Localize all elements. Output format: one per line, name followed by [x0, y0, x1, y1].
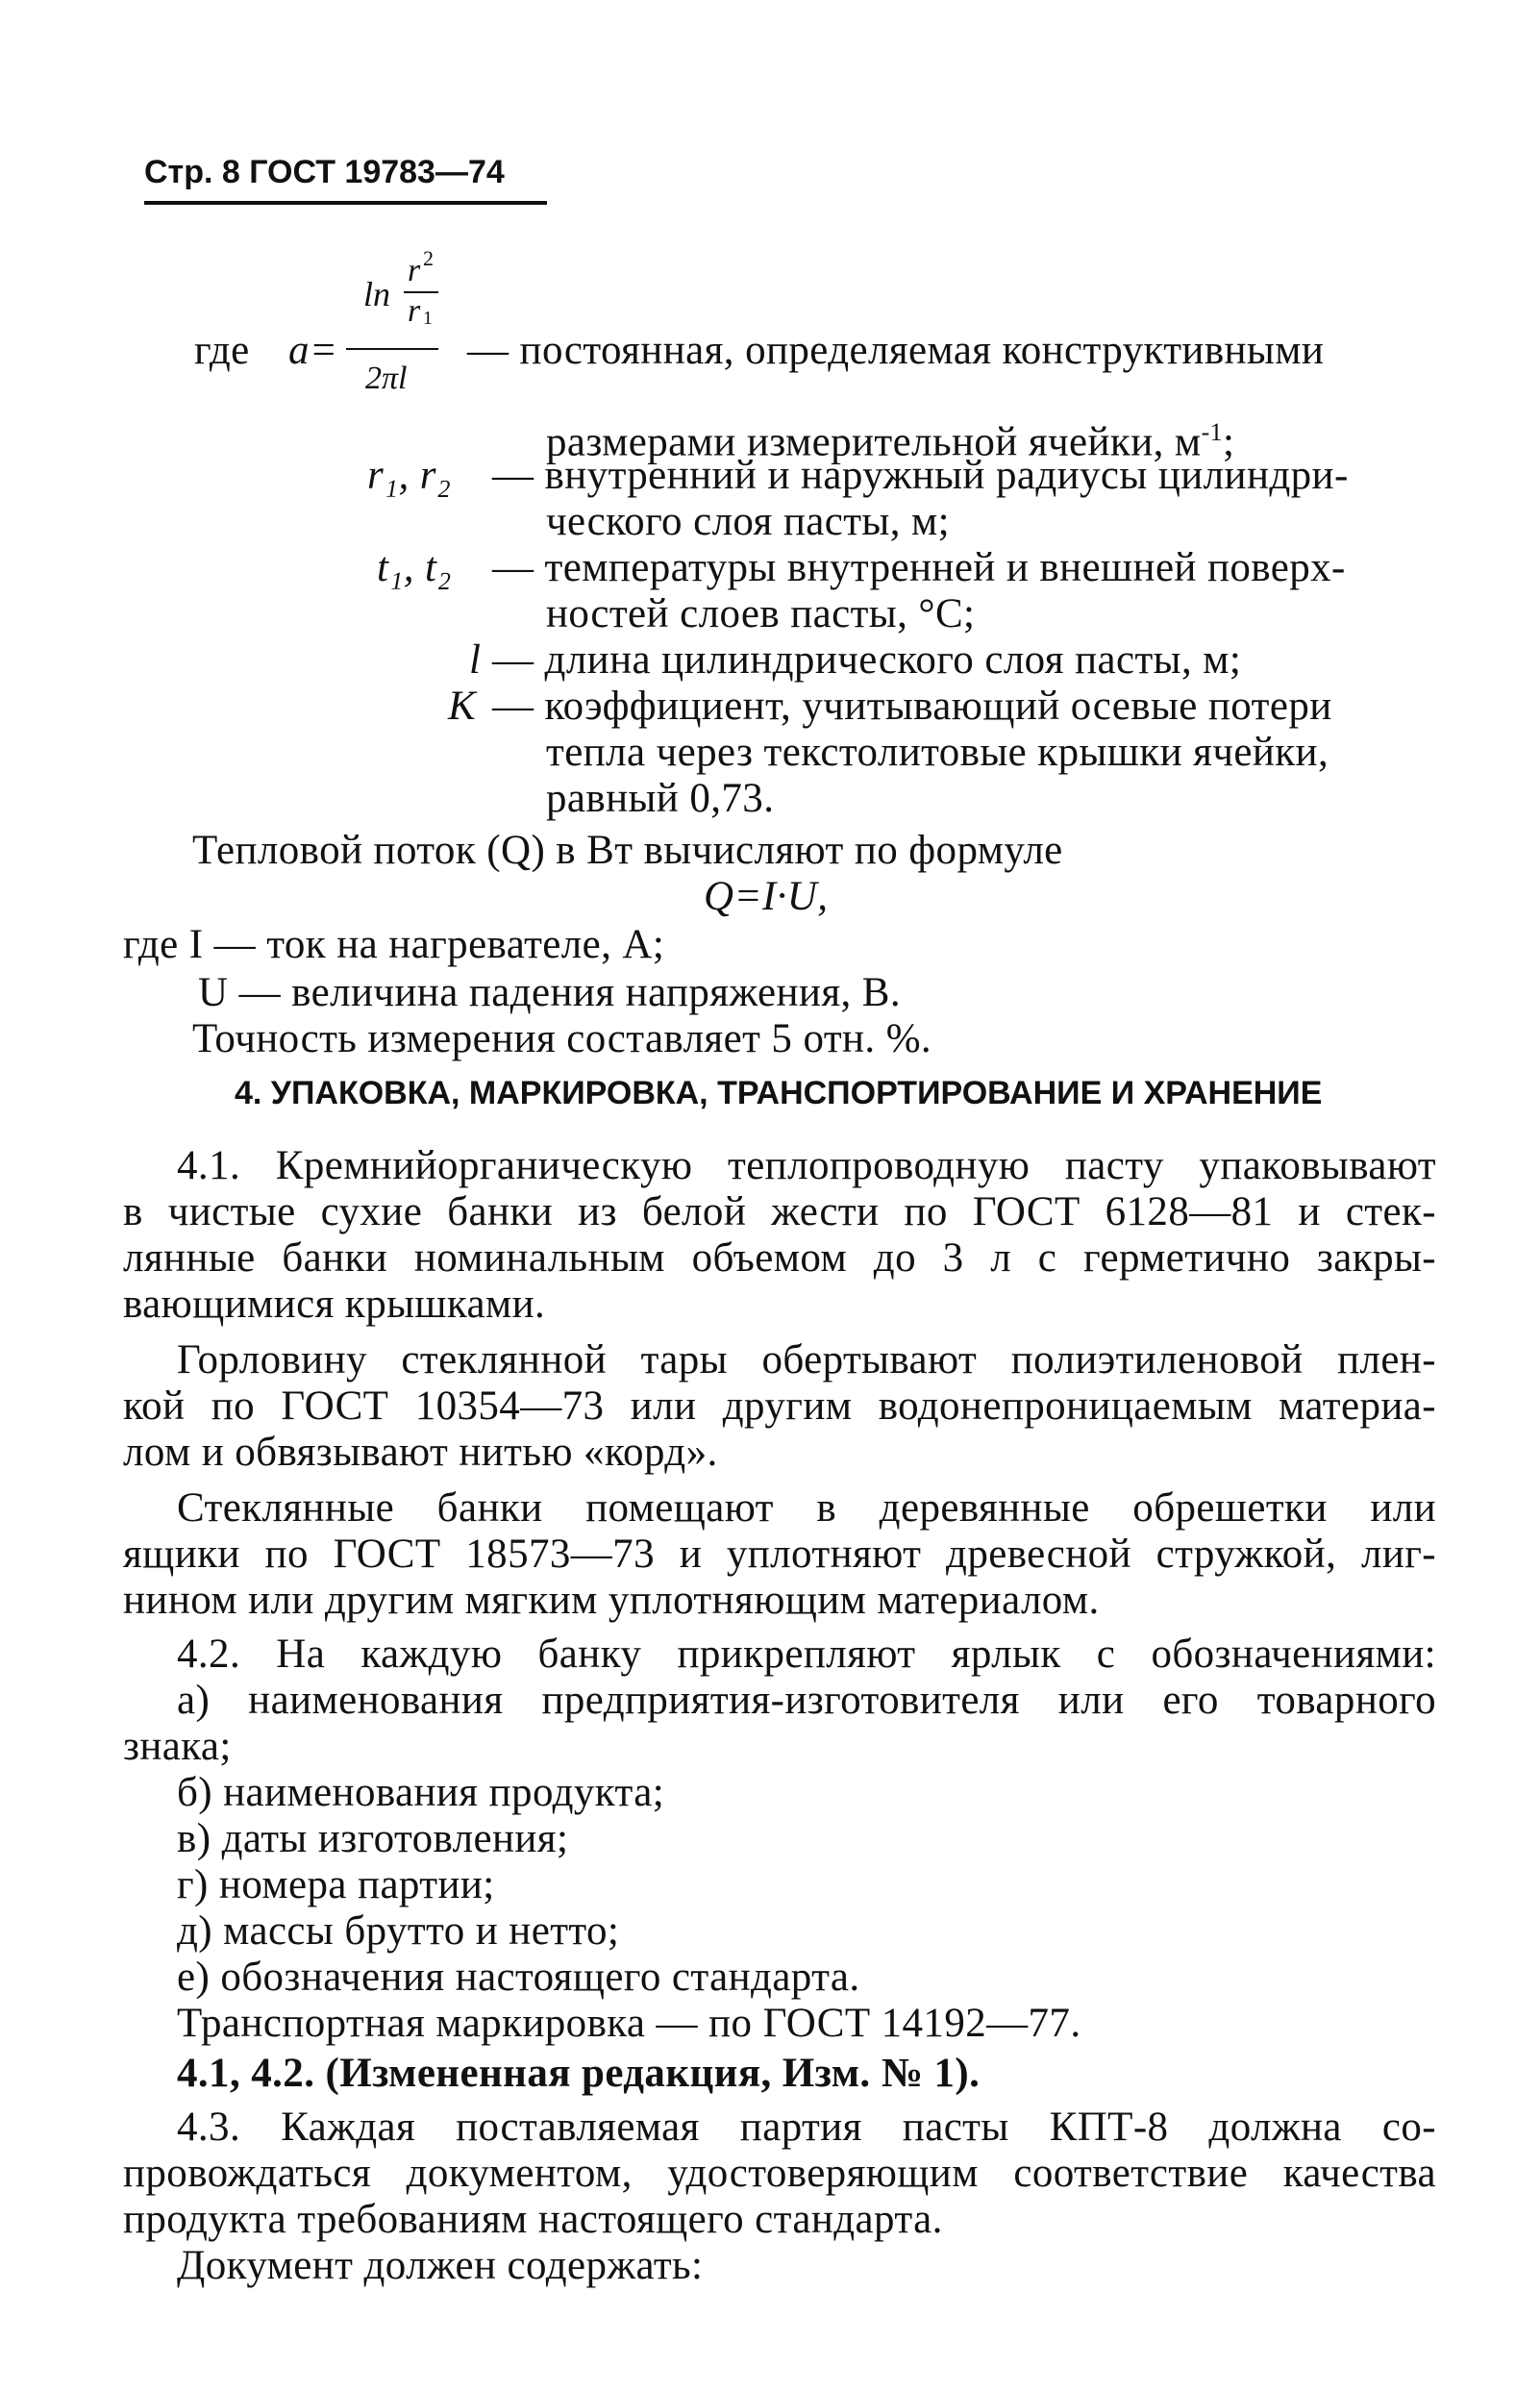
p-jars-line2: ящики по ГОСТ 18573—73 и уплотняют древесной стружкой, лиг- [123, 1532, 1436, 1577]
accuracy-note: Точность измерения составляет 5 отн. %. [192, 1016, 932, 1061]
header-rule [144, 201, 547, 205]
heat-flow-intro: Тепловой поток (Q) в Вт вычисляют по формуле [192, 828, 1063, 873]
a-description-line2: размерами измерительной ячейки, $м^{-1}$; [546, 418, 1235, 465]
where-I: где I — ток на нагревателе, А; [123, 922, 665, 967]
p42-intro: 4.2. На каждую банку прикрепляют ярлык с обозначениями: [177, 1632, 1436, 1677]
p42-item-v: в) даты изготовления; [177, 1816, 569, 1861]
ln-label: ln [363, 275, 391, 313]
p41-line3: лянные банки номинальным объемом до 3 л с герметично закры- [123, 1235, 1436, 1281]
p41-line4: вающимися крышками. [123, 1282, 546, 1327]
p42-item-a-line2: знака; [123, 1724, 232, 1769]
p42-item-a-line1: а) наименования предприятия-изготовителя или его товарного [177, 1678, 1436, 1723]
def-symbol-k: K [448, 684, 477, 729]
r1-sub: 1 [423, 308, 433, 329]
p-neck-line3: лом и обвязывают нитью «корд». [123, 1430, 718, 1475]
p-neck-line2: кой по ГОСТ 10354—73 или другим водонепроницаемым материа- [123, 1383, 1436, 1429]
def-l-line1: — длина цилиндрического слоя пасты, м; [492, 637, 1242, 683]
where-label: где [194, 328, 250, 373]
def-t-line2: ностей слоев пасты, °С; [546, 591, 976, 636]
denominator: 2πl [365, 361, 408, 396]
page-header: Стр. 8 ГОСТ 19783—74 [144, 154, 505, 190]
r2-sup: 2 [423, 246, 434, 270]
amendment-note: 4.1, 4.2. (Измененная редакция, Изм. № 1). [177, 2051, 981, 2096]
p42-item-e: е) обозначения настоящего стандарта. [177, 1955, 860, 2000]
a-description-line1: — постоянная, определяемая конструктивными [467, 328, 1325, 373]
p43-line2: провождаться документом, удостоверяющим соответствие качества [123, 2151, 1436, 2196]
def-symbol-t: t₁, t₂ [377, 545, 452, 590]
def-k-line2: тепла через текстолитовые крышки ячейки, [546, 730, 1329, 775]
def-r-line2: ческого слоя пасты, м; [546, 499, 950, 544]
transport-marking: Транспортная маркировка — по ГОСТ 14192—77. [177, 2001, 1081, 2046]
p41-line1: 4.1. Кремнийорганическую теплопроводную пасту упаковывают [177, 1143, 1436, 1188]
p43-line1: 4.3. Каждая поставляемая партия пасты КПТ-8 должна со- [177, 2105, 1436, 2150]
def-k-line3: равный 0,73. [546, 776, 775, 821]
def-t-line1: — температуры внутренней и внешней поверх- [492, 545, 1346, 590]
def-k-line1: — коэффициент, учитывающий осевые потери [492, 684, 1332, 729]
def-r-line1: — внутренний и наружный радиусы цилиндри- [492, 453, 1349, 498]
a-lhs: a= [288, 328, 338, 373]
p42-item-d: д) массы брутто и нетто; [177, 1908, 620, 1954]
heat-flow-formula: Q=I·U, [704, 874, 829, 919]
p-jars-line3: нином или другим мягким уплотняющим материалом. [123, 1578, 1100, 1623]
def-symbol-l: l [469, 637, 482, 683]
p43-line3: продукта требованиям настоящего стандарта. [123, 2197, 943, 2242]
main-fraction-bar [346, 348, 438, 350]
doc-contains: Документ должен содержать: [177, 2243, 704, 2288]
p-neck-line1: Горловину стеклянной тары обертывают полиэтиленовой плен- [177, 1337, 1436, 1383]
r2-num: r [408, 253, 421, 288]
r1-den: r [408, 293, 421, 329]
def-symbol-r: r₁, r₂ [367, 453, 452, 498]
p42-item-b: б) наименования продукта; [177, 1770, 665, 1815]
section-4-heading: 4. УПАКОВКА, МАРКИРОВКА, ТРАНСПОРТИРОВАНИЕ И ХРАНЕНИЕ [235, 1075, 1323, 1111]
p41-line2: в чистые сухие банки из белой жести по ГОСТ 6128—81 и стек- [123, 1189, 1436, 1234]
where-U: U — величина падения напряжения, В. [198, 970, 902, 1015]
p42-item-g: г) номера партии; [177, 1862, 495, 1907]
p-jars-line1: Стеклянные банки помещают в деревянные обрешетки или [177, 1485, 1436, 1531]
